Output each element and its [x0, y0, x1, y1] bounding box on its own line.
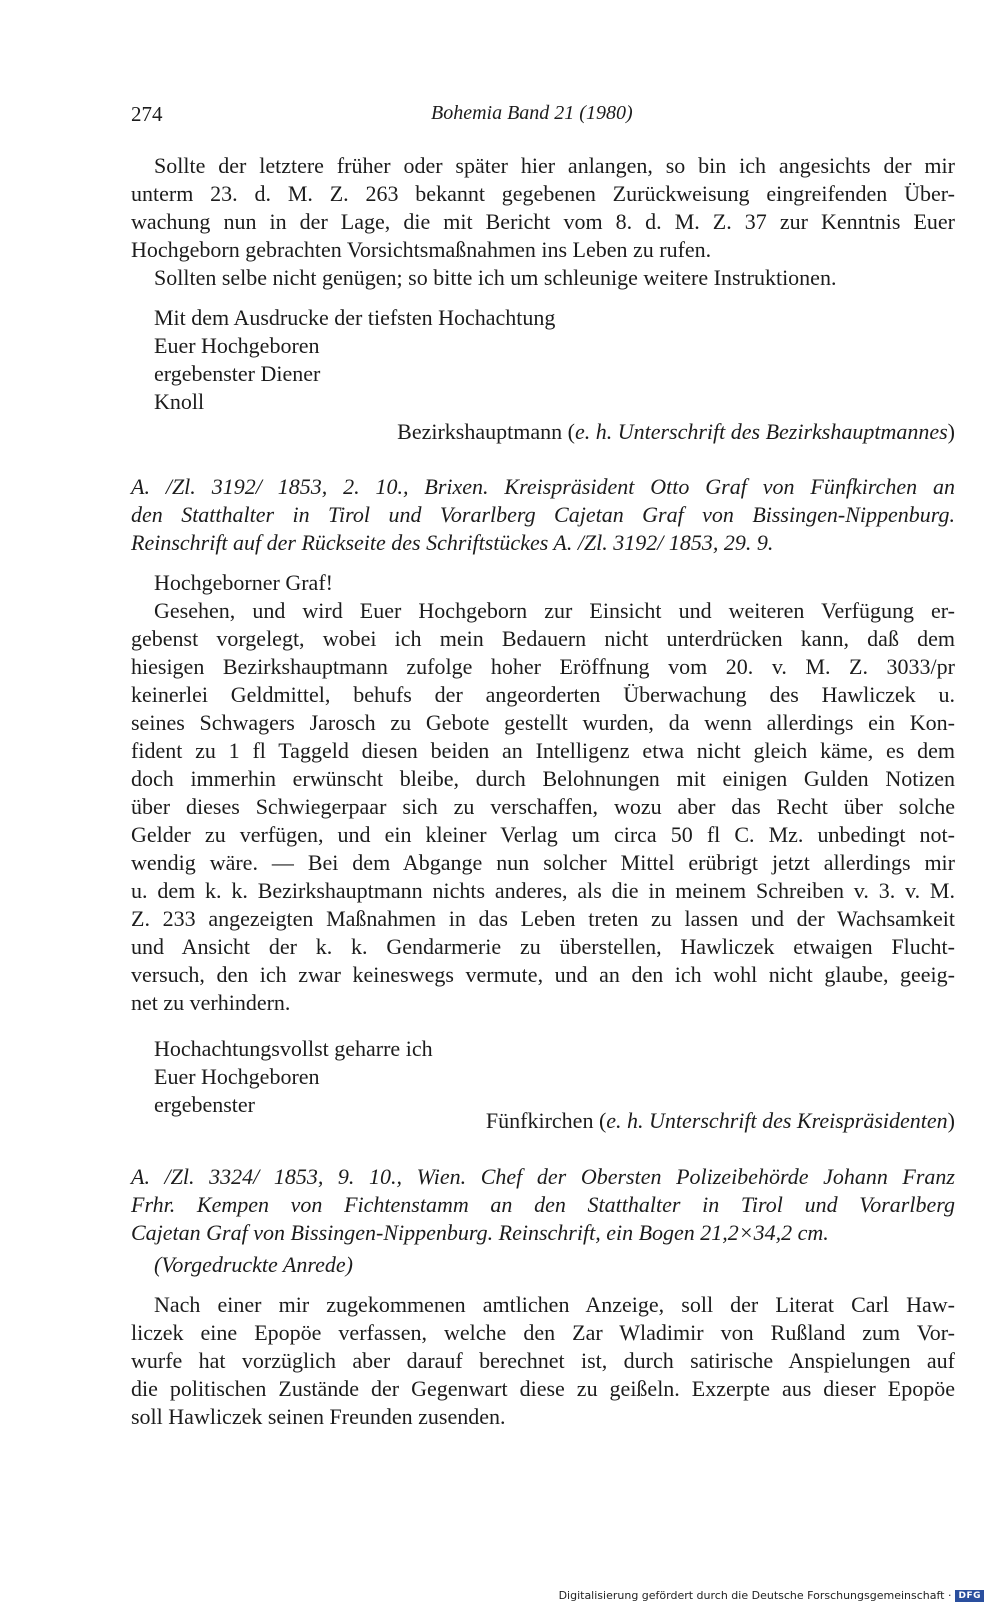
- page-header: [131, 102, 951, 132]
- signature-paren: ): [947, 1108, 955, 1133]
- closing-line: Euer Hochgeboren: [154, 333, 320, 358]
- paragraph-line: Sollten selbe nicht genügen; so bitte ich um schleunige weitere Instruktionen.: [154, 265, 837, 290]
- footer-text: Digitalisierung gefördert durch die Deutsche Forschungsgemeinschaft ·: [558, 1589, 952, 1602]
- paragraph-line: keinerlei Geldmittel, behufs der angeorderten Überwachung des Hawliczek u.: [131, 682, 955, 707]
- document-heading-line: Frhr. Kempen von Fichtenstamm an den Statthalter in Tirol und Vorarlberg: [131, 1192, 955, 1217]
- paragraph-line: unterm 23. d. M. Z. 263 bekannt gegebenen Zurückweisung eingreifenden Über-: [131, 181, 955, 206]
- paragraph-line: soll Hawliczek seinen Freunden zusenden.: [131, 1404, 506, 1429]
- digitization-footer: [559, 1589, 984, 1602]
- signature-note: e. h. Unterschrift des Bezirkshauptmannes: [574, 419, 948, 444]
- paragraph-line: und Ansicht der k. k. Gendarmerie zu überstellen, Hawliczek etwaigen Flucht-: [131, 934, 955, 959]
- closing-line: Euer Hochgeboren: [154, 1064, 320, 1089]
- closing-line: Mit dem Ausdrucke der tiefsten Hochachtung: [154, 305, 556, 330]
- document-heading-line: A. /Zl. 3192/ 1853, 2. 10., Brixen. Kreispräsident Otto Graf von Fünfkirchen an: [131, 474, 955, 499]
- paragraph-line: versuch, den ich zwar keineswegs vermute, und an den ich wohl nicht glaube, geeig-: [131, 962, 955, 987]
- paragraph-line: die politischen Zustände der Gegenwart diese zu geißeln. Exzerpte aus dieser Epopöe: [131, 1376, 955, 1401]
- salutation: Hochgeborner Graf!: [154, 570, 333, 595]
- running-head: Bohemia Band 21 (1980): [431, 102, 633, 124]
- paragraph-line: fident zu 1 fl Taggeld diesen beiden an Intelligenz etwa nicht gleich käme, es dem: [131, 738, 955, 763]
- closing-line: ergebenster Diener: [154, 361, 321, 386]
- paragraph-line: wurfe hat vorzüglich aber darauf berechnet ist, durch satirische Anspielungen auf: [131, 1348, 955, 1373]
- closing-line: Hochachtungsvollst geharre ich: [154, 1036, 433, 1061]
- signature-note: e. h. Unterschrift des Kreispräsidenten: [606, 1108, 948, 1133]
- paragraph-line: Hochgeborn gebrachten Vorsichtsmaßnahmen ins Leben zu rufen.: [131, 237, 712, 262]
- paragraph-line: net zu verhindern.: [131, 990, 291, 1015]
- paragraph-line: hiesigen Bezirkshauptmann zufolge hoher Eröffnung vom 20. v. M. Z. 3033/pr: [131, 654, 955, 679]
- paragraph-line: wendig wäre. — Bei dem Abgange nun solcher Mittel erübrigt jetzt allerdings mir: [131, 850, 955, 875]
- closing-line: ergebenster: [154, 1092, 255, 1117]
- closing-line: Knoll: [154, 389, 205, 414]
- paragraph-line: Gesehen, und wird Euer Hochgeborn zur Einsicht und weiteren Verfügung er-: [154, 598, 955, 623]
- signature-name: Fünfkirchen (: [485, 1108, 607, 1133]
- page-number: 274: [131, 102, 163, 126]
- document-heading-line: den Statthalter in Tirol und Vorarlberg Cajetan Graf von Bissingen-Nippenburg.: [131, 502, 955, 527]
- paragraph-line: wachung nun in der Lage, die mit Bericht vom 8. d. M. Z. 37 zur Kenntnis Euer: [131, 209, 955, 234]
- document-heading-line: Cajetan Graf von Bissingen-Nippenburg. Reinschrift, ein Bogen 21,2×34,2 cm.: [131, 1220, 829, 1245]
- signature-name: Bezirkshauptmann (: [397, 419, 575, 444]
- dfg-logo: DFG: [955, 1590, 984, 1602]
- signature-line: [131, 1107, 955, 1135]
- paragraph-line: über dieses Schwiegerpaar sich zu verschaffen, wozu aber das Recht über solche: [131, 794, 955, 819]
- signature-line: [131, 418, 955, 446]
- paragraph-line: u. dem k. k. Bezirkshauptmann nichts anderes, als die in meinem Schreiben v. 3. v. M.: [131, 878, 955, 903]
- paragraph-line: seines Schwagers Jarosch zu Gebote gestellt wurden, da wenn allerdings ein Kon-: [131, 710, 955, 735]
- paragraph-line: doch immerhin erwünscht bleibe, durch Belohnungen mit einigen Gulden Notizen: [131, 766, 955, 791]
- paragraph-line: Z. 233 angezeigten Maßnahmen in das Leben treten zu lassen und der Wachsamkeit: [131, 906, 955, 931]
- paragraph-line: Sollte der letztere früher oder später hier anlangen, so bin ich angesichts der mir: [154, 153, 955, 178]
- paragraph-line: liczek eine Epopöe verfassen, welche den Zar Wladimir von Rußland zum Vor-: [131, 1320, 955, 1345]
- document-heading-line: A. /Zl. 3324/ 1853, 9. 10., Wien. Chef der Obersten Polizeibehörde Johann Franz: [131, 1164, 955, 1189]
- paragraph-line: Gelder zu verfügen, und ein kleiner Verlag um circa 50 fl C. Mz. unbedingt not-: [131, 822, 955, 847]
- document-heading-line: Reinschrift auf der Rückseite des Schriftstückes A. /Zl. 3192/ 1853, 29. 9.: [131, 530, 774, 555]
- paragraph-line: gebenst vorgelegt, wobei ich mein Bedauern nicht unterdrücken kann, daß dem: [131, 626, 955, 651]
- printed-salutation-note: (Vorgedruckte Anrede): [154, 1252, 353, 1277]
- paragraph-line: Nach einer mir zugekommenen amtlichen Anzeige, soll der Literat Carl Haw-: [154, 1292, 955, 1317]
- signature-paren: ): [947, 419, 955, 444]
